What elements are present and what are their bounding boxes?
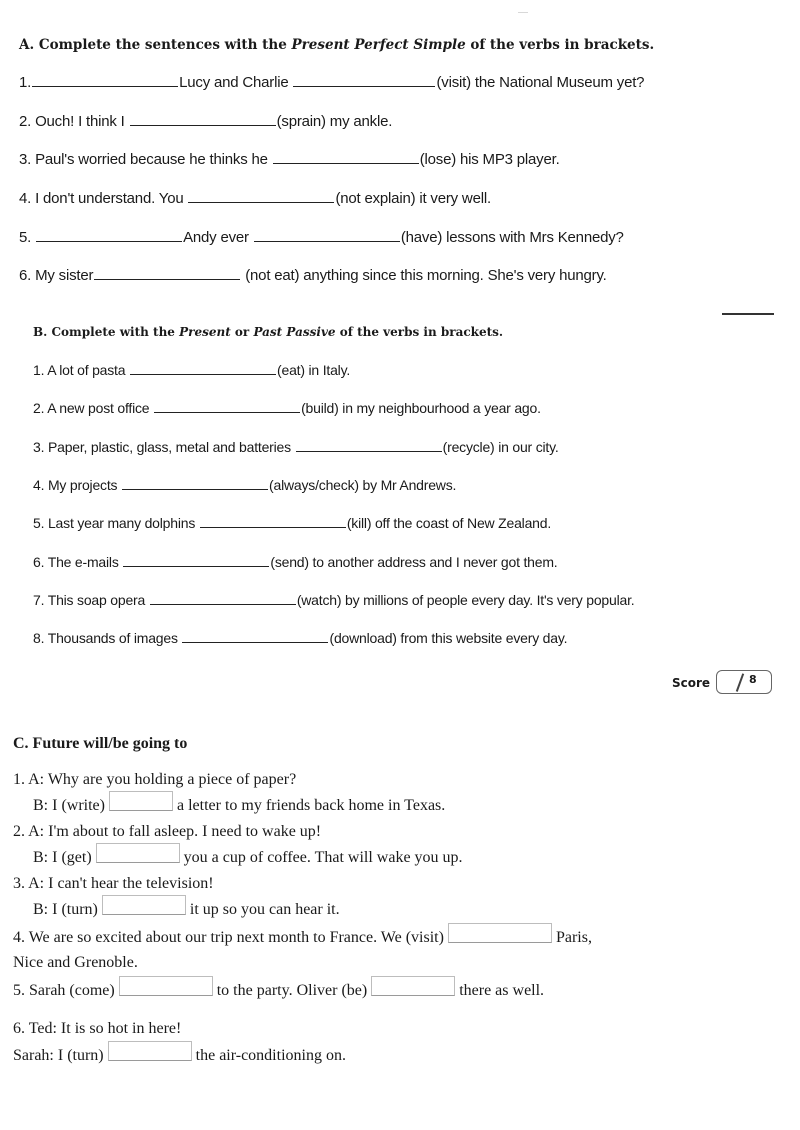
exercise-c-line <box>33 899 340 921</box>
item-text: B: I (write) <box>33 797 105 814</box>
exercise-b-6 <box>33 552 557 572</box>
score-slash <box>736 673 744 691</box>
section-b-heading: B. Complete with the Present or Past Passive of the verbs in brackets. <box>33 325 504 339</box>
item-text: (build) in my neighbourhood a year ago. <box>301 400 541 416</box>
exercise-b-7 <box>33 590 634 610</box>
item-text: to the party. Oliver (be) <box>216 982 368 999</box>
score-label: Score <box>672 676 711 690</box>
item-text: Lucy and Charlie <box>179 74 289 91</box>
item-text: (recycle) in our city. <box>442 439 559 455</box>
answer-box[interactable] <box>96 843 180 863</box>
exercise-c-line <box>33 847 463 869</box>
item-text: (kill) off the coast of New Zealand. <box>346 515 552 531</box>
item-text: 8. Thousands of images <box>33 630 178 646</box>
item-text: 3. Paper, plastic, glass, metal and batteries <box>33 439 291 455</box>
exercise-a-3 <box>19 149 560 170</box>
answer-blank[interactable] <box>188 188 334 203</box>
item-text: 2. A new post office <box>33 400 150 416</box>
item-text: 6. My sister <box>19 267 94 284</box>
exercise-c-line <box>13 1045 346 1067</box>
item-text: 7. This soap opera <box>33 592 146 608</box>
item-text: there as well. <box>459 982 545 999</box>
answer-blank[interactable] <box>154 398 300 413</box>
item-text: B: I (turn) <box>33 901 98 918</box>
item-text: 3. Paul's worried because he thinks he <box>19 151 268 168</box>
item-text: 1. <box>19 74 32 91</box>
item-text: 4. I don't understand. You <box>19 190 184 207</box>
answer-box[interactable] <box>109 791 173 811</box>
exercise-c-line <box>13 769 296 791</box>
score-total: 8 <box>749 673 757 686</box>
answer-blank[interactable] <box>122 475 268 490</box>
answer-blank[interactable] <box>130 111 276 126</box>
item-text: 3. A: I can't hear the television! <box>13 875 214 892</box>
item-text: (not eat) anything since this morning. She's very hungry. <box>245 267 607 284</box>
section-a <box>19 34 779 284</box>
exercise-b-8 <box>33 628 567 648</box>
answer-box[interactable] <box>119 976 213 996</box>
answer-blank[interactable] <box>293 72 435 87</box>
item-text: 5. Sarah (come) <box>13 982 115 999</box>
answer-box[interactable] <box>108 1041 192 1061</box>
item-text: (visit) the National Museum yet? <box>436 74 645 91</box>
item-text: (download) from this website every day. <box>329 630 568 646</box>
answer-blank[interactable] <box>254 227 400 242</box>
item-text: (not explain) it very well. <box>335 190 491 207</box>
item-text: (eat) in Italy. <box>277 362 351 378</box>
exercise-a-2 <box>19 111 392 132</box>
item-text: (sprain) my ankle. <box>276 113 393 130</box>
item-text: 2. Ouch! I think I <box>19 113 125 130</box>
section-a-heading: A. Complete the sentences with the Present Perfect Simple of the verbs in brackets. <box>19 37 655 53</box>
item-text: Sarah: I (turn) <box>13 1047 104 1064</box>
item-text: (watch) by millions of people every day. It's very popular. <box>296 592 635 608</box>
answer-blank[interactable] <box>36 227 182 242</box>
item-text: 1. A lot of pasta <box>33 362 126 378</box>
exercise-b-2 <box>33 398 541 418</box>
answer-blank[interactable] <box>150 590 296 605</box>
score-box[interactable] <box>716 670 772 694</box>
item-text: Paris, <box>555 929 592 946</box>
exercise-a-4 <box>19 188 491 209</box>
exercise-c-line <box>33 795 445 817</box>
item-text: 5. <box>19 229 32 246</box>
answer-blank[interactable] <box>94 265 240 280</box>
item-text: (lose) his MP3 player. <box>419 151 560 168</box>
exercise-a-1 <box>19 72 644 93</box>
item-text: 2. A: I'm about to fall asleep. I need to wake up! <box>13 823 322 840</box>
section-c-heading: C. Future will/be going to <box>13 735 188 752</box>
item-text: 6. Ted: It is so hot in here! <box>13 1020 182 1037</box>
item-text: Nice and Grenoble. <box>13 954 138 971</box>
answer-box[interactable] <box>371 976 455 996</box>
item-text: (have) lessons with Mrs Kennedy? <box>400 229 624 246</box>
answer-blank[interactable] <box>123 552 269 567</box>
answer-box[interactable] <box>102 895 186 915</box>
item-text: 4. We are so excited about our trip next month to France. We (visit) <box>13 929 444 946</box>
exercise-c-line <box>13 821 321 843</box>
exercise-c-line <box>13 873 214 895</box>
item-text: 6. The e-mails <box>33 554 119 570</box>
item-text: a letter to my friends back home in Texas. <box>176 797 446 814</box>
answer-blank[interactable] <box>273 149 419 164</box>
item-text: (send) to another address and I never got them. <box>270 554 558 570</box>
exercise-c-line <box>13 927 592 949</box>
exercise-c-line <box>13 1018 181 1040</box>
exercise-c-line <box>13 952 138 974</box>
item-text: 4. My projects <box>33 477 118 493</box>
item-text: (always/check) by Mr Andrews. <box>269 477 457 493</box>
item-text: you a cup of coffee. That will wake you up. <box>183 849 463 866</box>
margin-line <box>722 313 774 315</box>
section-b <box>33 322 773 646</box>
item-text: B: I (get) <box>33 849 92 866</box>
answer-box[interactable] <box>448 923 552 943</box>
item-text: 5. Last year many dolphins <box>33 515 196 531</box>
item-text: the air-conditioning on. <box>195 1047 346 1064</box>
section-c <box>13 733 793 1064</box>
answer-blank[interactable] <box>130 360 276 375</box>
item-text: it up so you can hear it. <box>189 901 340 918</box>
item-text: 1. A: Why are you holding a piece of paper? <box>13 771 297 788</box>
exercise-a-5 <box>19 227 624 248</box>
exercise-c-line <box>13 980 544 1002</box>
exercise-b-4 <box>33 475 456 495</box>
answer-blank[interactable] <box>32 72 178 87</box>
exercise-a-6 <box>19 265 607 286</box>
answer-blank[interactable] <box>200 513 346 528</box>
exercise-b-1 <box>33 360 350 380</box>
answer-blank[interactable] <box>182 628 328 643</box>
exercise-b-3 <box>33 437 559 457</box>
item-text: Andy ever <box>183 229 249 246</box>
answer-blank[interactable] <box>296 437 442 452</box>
exercise-b-5 <box>33 513 551 533</box>
scan-mark <box>518 12 528 13</box>
